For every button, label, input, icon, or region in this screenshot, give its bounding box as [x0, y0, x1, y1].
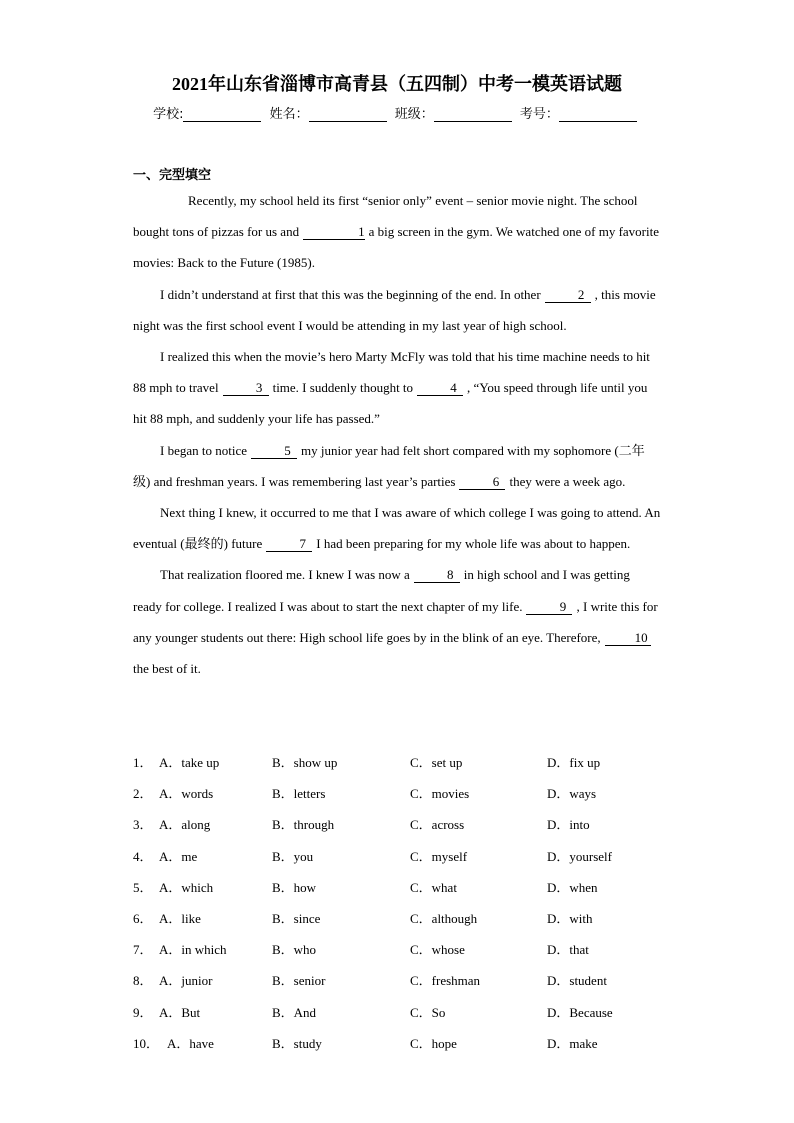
passage-paragraph	[133, 185, 661, 279]
class-blank	[434, 108, 512, 122]
question-number: 10．	[133, 1035, 160, 1051]
option-a[interactable]: A．junior	[159, 973, 213, 989]
option-a[interactable]: A．along	[159, 817, 211, 833]
option-c[interactable]: C．whose	[410, 942, 465, 958]
blank-number: 4	[417, 381, 463, 396]
option-c[interactable]: C．set up	[410, 755, 463, 770]
passage-text: , this movie night was the first school event I would be attending in my last year of high school.	[133, 286, 656, 333]
option-d[interactable]: D．with	[547, 910, 593, 926]
name-label: 姓名：	[269, 107, 309, 122]
option-d[interactable]: D．fix up	[547, 755, 601, 770]
option-d[interactable]: D．that	[547, 942, 589, 958]
option-d[interactable]: D．make	[547, 1035, 598, 1051]
option-b[interactable]: B．senior	[272, 973, 326, 989]
cloze-passage	[133, 185, 661, 684]
option-a[interactable]: A．But	[159, 1004, 201, 1020]
option-row	[133, 934, 673, 965]
option-a[interactable]: A．words	[159, 786, 214, 802]
blank-number: 3	[223, 381, 269, 396]
option-row	[133, 841, 673, 872]
section-heading: 一、完型填空	[133, 168, 212, 183]
option-row	[133, 809, 673, 840]
passage-text: , “You speed through life until you hit 88 mph, and suddenly your life has passed.”	[133, 380, 648, 427]
option-b[interactable]: B．through	[272, 817, 335, 833]
option-b[interactable]: B．you	[272, 848, 314, 864]
blank-number: 10	[605, 631, 651, 646]
passage-text: I didn’t understand at first that this was the beginning of the end. In other	[160, 286, 541, 302]
option-b[interactable]: B．show up	[272, 755, 338, 770]
question-number: 8．	[133, 973, 153, 989]
name-blank	[309, 108, 387, 122]
question-number: 4．	[133, 848, 153, 864]
option-d[interactable]: D．ways	[547, 786, 597, 802]
option-c[interactable]: C．what	[410, 879, 457, 895]
passage-paragraph	[133, 341, 661, 435]
question-number: 7．	[133, 942, 153, 958]
blank-number: 9	[526, 600, 572, 615]
option-row	[133, 747, 673, 778]
option-a[interactable]: A．have	[167, 1035, 214, 1051]
option-row	[133, 872, 673, 903]
option-b[interactable]: B．who	[272, 942, 317, 958]
option-c[interactable]: C．although	[410, 910, 478, 926]
blank-number: 8	[414, 568, 460, 583]
option-b[interactable]: B．how	[272, 879, 317, 895]
option-d[interactable]: D．student	[547, 973, 607, 989]
option-c[interactable]: C．hope	[410, 1035, 457, 1051]
question-number: 2．	[133, 786, 153, 802]
option-a[interactable]: A．which	[159, 879, 214, 895]
option-b[interactable]: B．study	[272, 1035, 322, 1051]
exam-number-blank	[559, 108, 637, 122]
option-a[interactable]: A．in which	[159, 942, 227, 958]
option-d[interactable]: D．when	[547, 879, 598, 895]
option-row	[133, 903, 673, 934]
question-number: 3．	[133, 817, 153, 833]
passage-text: I had been preparing for my whole life was about to happen.	[316, 536, 631, 552]
passage-text: I began to notice	[160, 442, 247, 458]
passage-text: , I write this for any younger students out there: High school life goes by in the blink of an eye. Therefore,	[133, 598, 658, 645]
school-label: 学校:	[153, 107, 184, 122]
option-b[interactable]: B．And	[272, 1004, 317, 1020]
blank-number: 2	[545, 288, 591, 303]
exam-number-label: 考号：	[519, 107, 559, 122]
option-a[interactable]: A．like	[159, 910, 201, 926]
option-c[interactable]: C．So	[410, 1004, 446, 1020]
blank-number: 1	[303, 225, 365, 240]
option-row	[133, 965, 673, 996]
passage-text: they were a week ago.	[509, 473, 626, 489]
option-a[interactable]: A．take up	[159, 755, 220, 770]
passage-text: Next thing I knew, it occurred to me that I was aware of which college I was going to attend. An eventual (最终的) future	[133, 505, 661, 552]
option-row	[133, 1028, 673, 1059]
option-c[interactable]: C．freshman	[410, 973, 481, 989]
answer-options	[133, 747, 673, 1059]
option-c[interactable]: C．across	[410, 817, 465, 833]
blank-number: 7	[266, 537, 312, 552]
passage-text: I realized this when the movie’s hero Marty McFly was told that his time machine needs to hit 88 mph to travel	[133, 349, 650, 396]
student-info-line	[0, 103, 794, 122]
blank-number: 6	[459, 475, 505, 490]
question-number: 1．	[133, 755, 153, 770]
option-row	[133, 997, 673, 1028]
question-number: 6．	[133, 910, 153, 926]
passage-text: in high school and I was getting ready for college. I realized I was about to start the next chapter of my life.	[133, 567, 630, 614]
question-number: 5．	[133, 879, 153, 895]
passage-text: That realization floored me. I knew I was now a	[160, 567, 410, 583]
passage-text: my junior year had felt short compared with my sophomore (二年级) and freshman years. I was remembering last year’s parties	[133, 442, 645, 489]
class-label: 班级：	[394, 107, 434, 122]
school-blank	[183, 108, 261, 122]
option-d[interactable]: D．Because	[547, 1004, 613, 1020]
option-d[interactable]: D．into	[547, 817, 590, 833]
page-title: 2021年山东省淄博市高青县（五四制）中考一模英语试题	[172, 74, 622, 94]
option-b[interactable]: B．letters	[272, 786, 326, 802]
passage-paragraph	[133, 279, 661, 341]
passage-text: Recently, my school held its first “senior only” event – senior movie night. The school bought tons of pizzas for us and	[133, 193, 638, 240]
question-number: 9．	[133, 1004, 153, 1020]
blank-number: 5	[251, 444, 297, 459]
option-c[interactable]: C．myself	[410, 848, 468, 864]
option-b[interactable]: B．since	[272, 910, 321, 926]
passage-paragraph	[133, 559, 661, 684]
passage-paragraph	[133, 497, 661, 559]
passage-text: time. I suddenly thought to	[272, 380, 414, 396]
option-d[interactable]: D．yourself	[547, 848, 612, 864]
passage-text: a big screen in the gym. We watched one of my favorite movies: Back to the Future (1985).	[133, 224, 659, 271]
option-a[interactable]: A．me	[159, 848, 198, 864]
option-row	[133, 778, 673, 809]
passage-text: the best of it.	[133, 661, 201, 677]
passage-paragraph	[133, 435, 661, 497]
option-c[interactable]: C．movies	[410, 786, 470, 802]
